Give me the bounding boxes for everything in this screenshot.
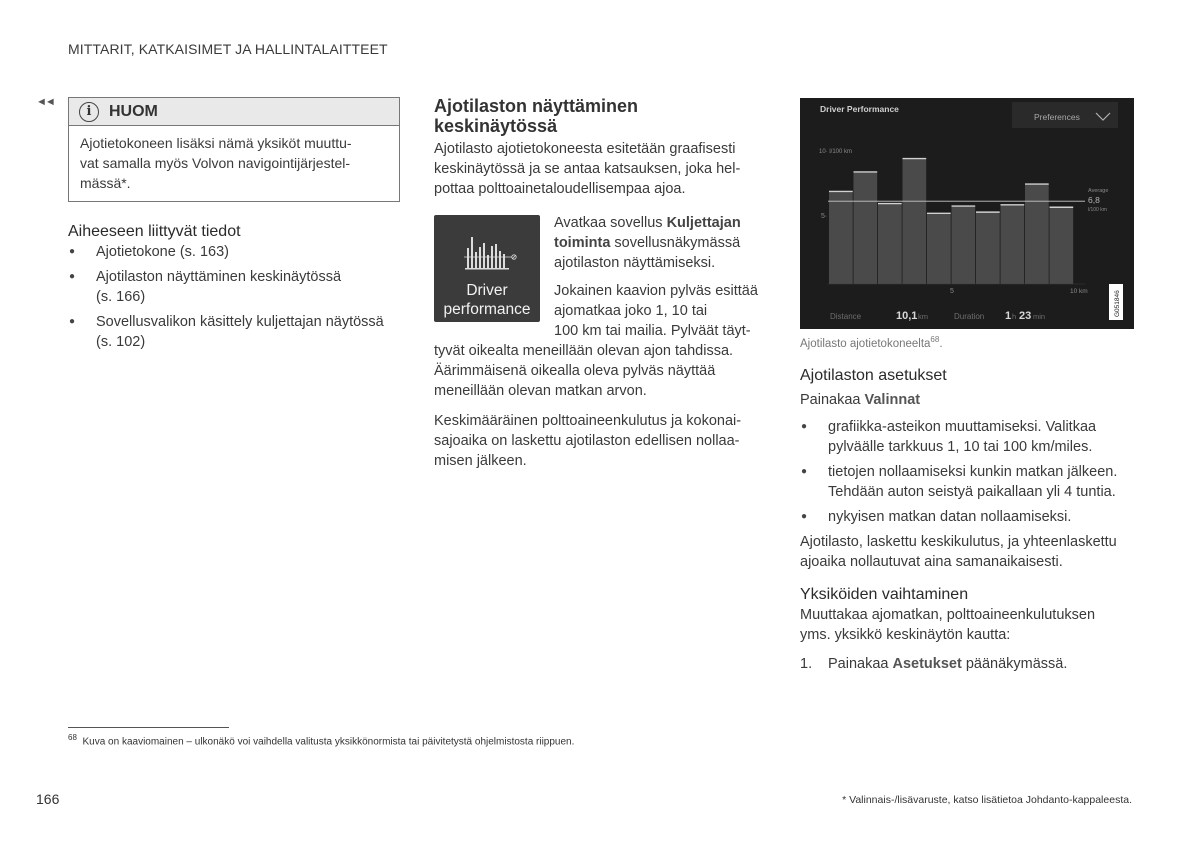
settings-button-ref[interactable]: Asetukset xyxy=(892,655,962,672)
units-title: Yksiköiden vaihtaminen xyxy=(800,585,969,603)
section-intro: Ajotilasto ajotietokoneesta esitetään graafisesti keskinäytössä ja se antaa katsauksen, joka hel- pottaa polttoainetaloudellisempaa ajoa. xyxy=(434,141,741,197)
section-title: Ajotilaston näyttäminen keskinäytössä xyxy=(434,96,639,136)
y-axis-mid: 5· xyxy=(821,213,828,220)
note-title: HUOM xyxy=(109,102,158,120)
related-link-trip-computer[interactable]: ● Ajotietokone (s. 163) xyxy=(68,242,400,262)
chart-bar xyxy=(829,191,853,284)
press-prefix: Painakaa xyxy=(800,391,865,408)
duration-minutes-unit: min xyxy=(1033,312,1046,321)
units-step xyxy=(800,654,1134,674)
options-button-ref[interactable]: Valinnat xyxy=(864,391,921,408)
duration-hours: 1 xyxy=(1005,310,1012,322)
left-column xyxy=(68,97,400,357)
note-box xyxy=(68,97,400,202)
optional-equipment-disclaimer: * Valinnais-/lisävaruste, katso lisätietoa Johdanto-kappaleesta. xyxy=(842,794,1132,806)
average-label: Average xyxy=(1088,188,1109,194)
footnote-number: 68 xyxy=(68,733,77,742)
distance-label: Distance xyxy=(830,312,862,321)
open-prefix: Avatkaa sovellus xyxy=(554,215,667,231)
step-suffix: päänäkymässä. xyxy=(961,655,1068,672)
related-info-title: Aiheeseen liittyvät tiedot xyxy=(68,223,241,240)
settings-item-reset-current: ● nykyisen matkan datan nollaamiseksi. xyxy=(800,507,1134,527)
chart-bar xyxy=(1001,205,1025,284)
distance-value: 10,1 xyxy=(896,310,918,322)
right-column xyxy=(800,98,1134,674)
chart-bar xyxy=(952,206,976,284)
caption-footnote-ref: 68 xyxy=(930,335,940,344)
average-value: 6,8 xyxy=(1088,195,1100,205)
related-link-app-menu[interactable]: ● Sovellusvalikon käsittely kuljettajan näytössä (s. 102) xyxy=(68,312,400,352)
chart-bar xyxy=(927,213,951,284)
related-link-trip-statistics[interactable]: ● Ajotilaston näyttäminen keskinäytössä (s. 166) xyxy=(68,267,400,307)
settings-list xyxy=(800,417,1134,527)
bar-chart-icon xyxy=(434,215,540,275)
step-prefix: Painakaa xyxy=(828,655,893,672)
duration-label: Duration xyxy=(954,312,985,321)
caption-end: . xyxy=(939,337,943,350)
y-axis-unit: 10· l/100 km xyxy=(819,149,853,155)
driver-performance-chart xyxy=(800,98,1134,329)
distance-unit: km xyxy=(918,312,928,321)
page-number: 166 xyxy=(36,791,60,807)
footnote-text: Kuva on kaaviomainen – ulkonäkö voi vaihdella valitusta yksikkönormista tai päivitetystä ohjelmistosta riippuen. xyxy=(82,736,575,748)
related-info-list xyxy=(68,242,400,352)
duration-hours-unit: h xyxy=(1012,312,1017,321)
preferences-button[interactable]: Preferences xyxy=(1034,112,1080,122)
app-name-link[interactable]: Kuljettajan toiminta xyxy=(554,215,741,251)
continued-marker-icon: ◄◄ xyxy=(36,96,54,108)
chart-bar xyxy=(1025,184,1049,284)
reset-explanation: Ajotilasto, laskettu keskikulutus, ja yhteenlaskettu ajoaika nollautuvat aina samanaikaisesti. xyxy=(800,533,1117,570)
settings-item-reset-trip: ● tietojen nollaamiseksi kunkin matkan jälkeen. Tehdään auton seistyä paikallaan yli 4 tuntia. xyxy=(800,462,1134,502)
footnote-rule xyxy=(68,727,229,728)
image-code: G051846 xyxy=(1114,290,1121,317)
caption-text: Ajotilasto ajotietokoneelta xyxy=(800,337,931,350)
settings-item-scale: ● grafiikka-asteikon muuttamiseksi. Valitkaa pylväälle tarkkuus 1, 10 tai 100 km/miles. xyxy=(800,417,1134,457)
step-text xyxy=(828,654,1067,674)
bars-explanation-b: tyvät oikealta meneillään olevan ajon tahdissa. Äärimmäisenä oikealla oleva pylväs näyttää meneillään olevan matkan arvon. xyxy=(434,343,734,399)
app-icon-label: Driver performance xyxy=(443,282,531,318)
note-body: Ajotietokoneen lisäksi nämä yksiköt muuttu- vat samalla myös Volvon navigointijärjestel- mässä*. xyxy=(80,135,352,191)
average-explanation: Keskimääräinen polttoaineenkulutus ja kokonai- sajoaika on laskettu ajotilaston edellisen nollaa- misen jälkeen. xyxy=(434,413,742,469)
chart-bar xyxy=(976,212,1000,284)
settings-title: Ajotilaston asetukset xyxy=(800,366,947,384)
units-intro: Muuttakaa ajomatkan, polttoaineenkulutuksen yms. yksikkö keskinäytön kautta: xyxy=(800,606,1096,643)
image-caption xyxy=(800,335,1134,350)
chart-bar xyxy=(903,159,927,284)
page-header-title: MITTARIT, KATKAISIMET JA HALLINTALAITTEET xyxy=(68,41,388,57)
average-unit: l/100 km xyxy=(1088,207,1107,213)
driver-performance-app-icon[interactable] xyxy=(434,215,540,322)
x-axis-mid: 5 xyxy=(950,288,954,295)
bars-explanation-a: Jokainen kaavion pylväs esittää ajomatkaa joko 1, 10 tai 100 km tai mailia. Pylväät täyt- xyxy=(554,283,758,339)
app-row xyxy=(434,213,764,341)
chart-bar xyxy=(854,172,878,284)
note-header xyxy=(69,98,399,126)
info-icon: i xyxy=(79,102,99,122)
chart-bar xyxy=(1050,207,1074,284)
screen-title: Driver Performance xyxy=(820,104,899,114)
open-suffix: sovellusnäkymässä ajotilaston näyttämiseksi. xyxy=(554,235,741,271)
chart-bar xyxy=(878,204,902,284)
middle-column xyxy=(434,96,764,471)
footnote xyxy=(68,733,574,747)
settings-press xyxy=(800,390,1134,410)
x-axis-end: 10 km xyxy=(1070,288,1088,295)
duration-minutes: 23 xyxy=(1019,310,1032,322)
driver-performance-screen xyxy=(800,98,1134,329)
step-number: 1. xyxy=(800,655,813,672)
